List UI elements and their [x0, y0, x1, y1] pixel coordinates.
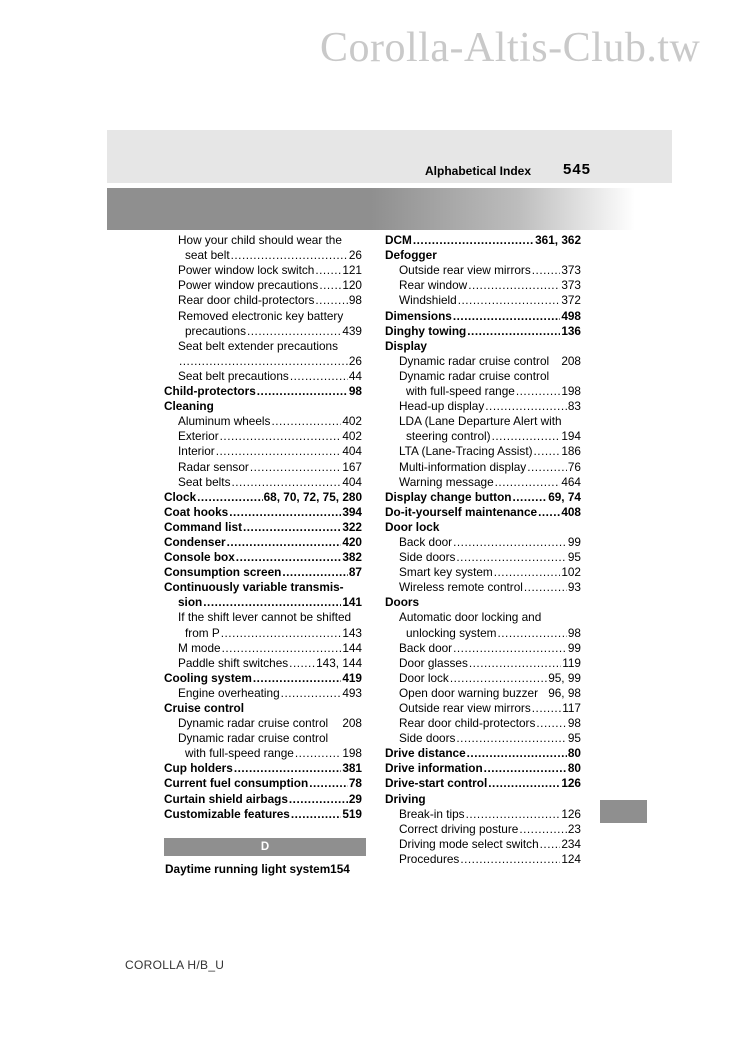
index-entry [385, 535, 581, 550]
index-entry-page: 394 [342, 504, 362, 519]
index-entry-text: Break-in tips [399, 806, 465, 821]
index-entry [164, 324, 362, 339]
index-entry-text: precautions [185, 323, 246, 338]
leader-dots [468, 278, 560, 293]
leader-dots [453, 309, 560, 324]
index-entry [385, 399, 581, 414]
index-entry-text: Exterior [178, 429, 219, 444]
index-entry-page: 186 [561, 444, 581, 459]
index-entry-page: 23 [567, 821, 581, 836]
index-entry [385, 475, 581, 490]
index-entry-text: DCM [385, 233, 412, 248]
index-entry-text: Driving mode select switch [399, 836, 539, 851]
index-entry-text: Door lock [385, 519, 440, 534]
index-entry-text: Power window precautions [178, 278, 319, 293]
index-entry-page: 208 [561, 353, 581, 368]
index-entry [385, 263, 581, 278]
index-entry-page: 117 [562, 701, 581, 715]
index-entry [164, 490, 362, 505]
leader-dots [516, 384, 560, 399]
index-entry-text: Dinghy towing [385, 323, 467, 338]
index-entry [385, 354, 581, 369]
index-entry-page: 194 [561, 429, 581, 444]
index-entry [164, 263, 362, 278]
index-entry-page: 439 [342, 323, 362, 338]
index-entry [164, 248, 362, 263]
index-entry-page: 373 [561, 263, 581, 278]
leader-dots [458, 293, 561, 308]
index-entry [385, 822, 581, 837]
leader-dots [231, 475, 341, 490]
leader-dots [231, 248, 348, 263]
index-entry-page: 234 [561, 836, 581, 851]
index-entry-page: 26 [348, 353, 362, 368]
leader-dots [282, 565, 348, 580]
index-entry [164, 716, 362, 731]
index-entry-text: Dimensions [385, 308, 452, 323]
leader-dots [179, 354, 348, 369]
index-entry [164, 776, 362, 791]
index-entry-page: 198 [342, 746, 362, 761]
leader-dots [538, 505, 560, 520]
leader-dots [495, 475, 561, 490]
leader-dots [247, 324, 341, 339]
index-entry-page: 99 [567, 640, 581, 655]
index-entry-text: How your child should wear the [178, 233, 342, 248]
leader-dots [466, 807, 561, 822]
leader-dots [315, 263, 341, 278]
index-entry-text: Power window lock switch [178, 263, 315, 278]
index-entry-page: 198 [561, 384, 581, 399]
leader-dots [453, 641, 567, 656]
index-entry-text: Consumption screen [164, 565, 282, 580]
leader-dots [291, 807, 341, 822]
index-entry-text: Wireless remote control [399, 580, 523, 595]
index-entry-page: 143 [342, 625, 362, 640]
leader-dots [309, 776, 348, 791]
leader-dots [236, 550, 342, 565]
index-entry-text: Coat hooks [164, 504, 229, 519]
index-entry-text: Outside rear view mirrors [399, 701, 531, 715]
index-entry [164, 701, 362, 716]
index-entry-text: unlocking system [406, 625, 497, 640]
index-entry [164, 354, 362, 369]
section-letter-bar: D [164, 838, 366, 856]
leader-dots [319, 278, 341, 293]
index-entry-text: Cleaning [164, 399, 214, 414]
index-entry [164, 761, 362, 776]
index-entry-page: 498 [561, 308, 581, 323]
index-entry [164, 656, 362, 671]
index-entry-text: If the shift lever cannot be shifted [178, 610, 352, 625]
leader-dots [253, 671, 341, 686]
index-entry-text: Customizable features [164, 806, 290, 821]
index-entry-page: 404 [342, 474, 362, 489]
index-entry [164, 595, 362, 610]
index-entry-page: 29 [348, 791, 362, 806]
index-entry-page: 493 [342, 685, 362, 700]
leader-dots [467, 746, 567, 761]
leader-dots [492, 429, 561, 444]
index-entry-text: Cooling system [164, 670, 252, 685]
index-entry-text: Side doors [399, 731, 456, 746]
leader-dots [221, 626, 342, 641]
index-entry [385, 716, 581, 731]
index-entry-page: 143, 144 [316, 655, 362, 670]
leader-dots [281, 686, 342, 701]
index-entry-text: Driving [385, 791, 426, 806]
leader-dots [197, 490, 262, 505]
index-entry-text: Do-it-yourself maintenance [385, 504, 538, 519]
index-entry-page: 26 [348, 248, 362, 263]
index-entry-text: LTA (Lane-Tracing Assist) [399, 444, 533, 459]
index-entry-text: Cup holders [164, 761, 233, 776]
index-entry [164, 414, 362, 429]
index-entry [385, 308, 581, 323]
index-entry [385, 490, 581, 505]
index-entry-text: Smart key system [399, 565, 493, 580]
index-entry [385, 837, 581, 852]
index-entry [164, 746, 362, 761]
index-entry-page: 96, 98 [548, 685, 581, 700]
leader-dots [243, 520, 341, 535]
index-entry-text: M mode [178, 640, 221, 655]
index-entry [385, 550, 581, 565]
watermark-text: Corolla-Altis-Club.tw [320, 25, 701, 71]
leader-dots [540, 837, 561, 852]
index-entry [164, 444, 362, 459]
index-entry-text: Correct driving posture [399, 821, 519, 836]
leader-dots [234, 761, 341, 776]
leader-dots [222, 641, 342, 656]
index-entry-text: Display change button [385, 489, 512, 504]
index-entry [164, 535, 362, 550]
chapter-side-tab [600, 800, 647, 823]
index-entry [164, 459, 362, 474]
index-entry [164, 505, 362, 520]
leader-dots [227, 535, 342, 550]
index-entry-text: from P [185, 625, 220, 640]
index-entry-text: Aluminum wheels [178, 414, 271, 429]
index-entry-page: 93 [567, 580, 581, 595]
index-entry-text: with full-speed range [406, 384, 515, 399]
index-entry-page: 322 [342, 519, 362, 534]
index-entry-page: 404 [342, 444, 362, 459]
leader-dots [532, 701, 561, 716]
index-entry-page: 102 [561, 565, 581, 580]
index-entry [164, 369, 362, 384]
index-entry [385, 233, 581, 248]
index-entry-page: 519 [342, 806, 362, 821]
index-entry [164, 233, 362, 248]
index-entry-text: Open door warning buzzer [399, 685, 539, 700]
index-entry-page: 69, 74 [548, 489, 581, 504]
leader-dots [271, 414, 341, 429]
leader-dots [453, 535, 567, 550]
leader-dots [524, 580, 567, 595]
index-entry-text: Doors [385, 595, 420, 610]
index-entry-text: Rear window [399, 278, 468, 293]
index-entry [385, 807, 581, 822]
leader-dots [289, 656, 315, 671]
leader-dots [456, 731, 566, 746]
index-entry-text: Curtain shield airbags [164, 791, 288, 806]
index-entry [164, 610, 362, 625]
index-entry-text: Dynamic radar cruise control [399, 368, 550, 383]
index-entry-page: 98 [348, 293, 362, 308]
index-entry [164, 339, 362, 354]
leader-dots [532, 263, 561, 278]
index-entry-page: 136 [561, 323, 581, 338]
index-entry-page: 208 [342, 716, 362, 731]
index-entry-page: 120 [342, 278, 362, 293]
index-entry-text: Drive-start control [385, 776, 488, 791]
index-entry [385, 791, 581, 806]
index-entry-text: Current fuel consumption [164, 776, 309, 791]
index-entry-text: Door lock [399, 670, 449, 685]
index-entry [164, 429, 362, 444]
index-entry [385, 746, 581, 761]
index-entry-text: Automatic door locking and [399, 610, 542, 625]
index-entry [164, 686, 362, 701]
index-entry-text: Warning message [399, 474, 494, 489]
index-entry [385, 701, 581, 716]
index-entry [164, 641, 362, 656]
index-entry [164, 565, 362, 580]
index-entry-page: 80 [567, 761, 581, 776]
index-entry-page: 83 [567, 399, 581, 414]
leader-dots [203, 595, 341, 610]
index-entry [164, 399, 362, 414]
index-entry-page: 126 [561, 776, 581, 791]
index-entry [385, 565, 581, 580]
index-entry-text: steering control) [406, 429, 491, 444]
leader-dots [295, 746, 341, 761]
index-entry-text: with full-speed range [185, 746, 294, 761]
index-entry [164, 308, 362, 323]
index-entry-text: Seat belt extender precautions [178, 338, 339, 353]
index-entry-text: seat belt [185, 248, 230, 263]
index-entry-page: 402 [342, 429, 362, 444]
index-entry-text: Side doors [399, 550, 456, 565]
index-entry [164, 625, 362, 640]
index-entry-text: Procedures [399, 851, 460, 866]
leader-dots [488, 776, 560, 791]
index-entry [385, 293, 581, 308]
index-entry-page: 98 [348, 384, 362, 399]
index-entry [385, 686, 581, 701]
index-entry-page: 124 [561, 851, 581, 866]
index-entry-text: Paddle shift switches [178, 655, 289, 670]
leader-dots [519, 822, 567, 837]
index-entry-page: 141 [342, 595, 362, 610]
index-entry-page: 373 [561, 278, 581, 293]
index-entry-text: Head-up display [399, 399, 485, 414]
index-entry-page: 419 [342, 670, 362, 685]
index-entry [385, 761, 581, 776]
index-entry [385, 731, 581, 746]
index-entry-page: 420 [342, 534, 362, 549]
index-entry-text: Radar sensor [178, 459, 249, 474]
index-entry-text: Clock [164, 489, 197, 504]
index-entry-page: 119 [562, 655, 581, 670]
index-entry [164, 520, 362, 535]
index-entry [385, 324, 581, 339]
leader-dots [485, 399, 567, 414]
index-entry-page: 78 [348, 776, 362, 791]
leader-dots [290, 369, 348, 384]
index-entry [164, 475, 362, 490]
index-entry-text: Drive information [385, 761, 483, 776]
index-entry-page: 408 [561, 504, 581, 519]
index-entry [385, 278, 581, 293]
index-entry-page: 95, 99 [548, 670, 581, 685]
index-entry-text: Back door [399, 640, 453, 655]
index-column-left [164, 233, 362, 822]
index-entry [164, 671, 362, 686]
index-entry-text: Dynamic radar cruise control [178, 731, 329, 746]
index-entry-text: LDA (Lane Departure Alert with [399, 414, 562, 429]
index-entry-text: Continuously variable transmis- [164, 580, 344, 595]
leader-dots [229, 505, 341, 520]
index-entry-text: Engine overheating [178, 685, 280, 700]
leader-dots [494, 565, 561, 580]
index-entry-page: 68, 70, 72, 75, 280 [263, 489, 362, 504]
index-entry [385, 459, 581, 474]
index-entry-page: 464 [561, 474, 581, 489]
index-entry-page: 80 [567, 746, 581, 761]
index-entry-text: Display [385, 338, 427, 353]
index-entry-page: 381 [342, 761, 362, 776]
index-entry-text: Rear door child-protectors [178, 293, 315, 308]
index-entry-text: Interior [178, 444, 215, 459]
index-entry [385, 595, 581, 610]
index-entry [164, 807, 362, 822]
index-entry-page: 144 [342, 640, 362, 655]
index-entry-page: 167 [342, 459, 362, 474]
page-title: Alphabetical Index [425, 164, 532, 178]
leader-dots [413, 233, 534, 248]
index-entry [164, 384, 362, 399]
index-entry [164, 293, 362, 308]
index-entry-page: 87 [348, 565, 362, 580]
leader-dots [460, 852, 560, 867]
index-entry-text: Cruise control [164, 701, 244, 715]
index-entry-text: Drive distance [385, 746, 466, 761]
index-entry [385, 656, 581, 671]
index-entry [385, 429, 581, 444]
index-entry-text: Dynamic radar cruise control [399, 353, 550, 368]
page-number: 545 [563, 161, 592, 178]
index-entry-page: 76 [567, 459, 581, 474]
leader-dots [497, 626, 566, 641]
index-entry-text: Removed electronic key battery [178, 308, 344, 323]
index-entry-text: Outside rear view mirrors [399, 263, 531, 278]
index-entry [385, 369, 581, 384]
index-entry [164, 791, 362, 806]
index-entry-text: Windshield [399, 293, 457, 308]
index-entry-page: 98 [567, 625, 581, 640]
index-entry [385, 248, 581, 263]
leader-dots [450, 671, 547, 686]
index-entry [164, 550, 362, 565]
index-entry [385, 852, 581, 867]
index-entry-page: 95 [567, 731, 581, 746]
index-entry-page: 99 [567, 534, 581, 549]
index-entry-text: Seat belt precautions [178, 368, 289, 383]
index-entry [385, 384, 581, 399]
index-entry [164, 580, 362, 595]
index-entry-text: Command list [164, 519, 242, 534]
index-entry-text: Door glasses [399, 655, 468, 670]
leader-dots [289, 792, 348, 807]
index-entry-page: 402 [342, 414, 362, 429]
index-entry-text: Child-protectors [164, 384, 256, 399]
footer-model-code: COROLLA H/B_U [125, 958, 225, 972]
index-entry-daytime: Daytime running light system154 [165, 862, 350, 876]
index-entry-page: 126 [561, 806, 581, 821]
leader-dots [513, 490, 548, 505]
index-entry [385, 580, 581, 595]
leader-dots [534, 444, 561, 459]
index-entry-text: Condenser [164, 534, 226, 549]
index-entry [385, 671, 581, 686]
index-entry-page: 95 [567, 550, 581, 565]
index-entry-page: 44 [348, 368, 362, 383]
leader-dots [527, 460, 567, 475]
index-entry-text: Dynamic radar cruise control [178, 716, 329, 731]
index-entry-text: Defogger [385, 248, 437, 263]
leader-dots [469, 656, 561, 671]
index-entry [385, 505, 581, 520]
index-entry [385, 339, 581, 354]
index-entry [385, 776, 581, 791]
index-entry-page: 382 [342, 550, 362, 565]
index-entry-page: 361, 362 [535, 233, 581, 248]
leader-dots [484, 761, 567, 776]
index-entry-text: Console box [164, 550, 235, 565]
index-entry [385, 414, 581, 429]
index-entry-page: 121 [342, 263, 362, 278]
gradient-band [107, 188, 635, 230]
index-entry-text: Seat belts [178, 474, 231, 489]
index-entry-page: 372 [561, 293, 581, 308]
leader-dots [216, 444, 342, 459]
index-entry [385, 625, 581, 640]
index-entry [385, 610, 581, 625]
index-entry-text: Back door [399, 534, 453, 549]
leader-dots [536, 716, 566, 731]
leader-dots [220, 429, 342, 444]
index-entry [164, 278, 362, 293]
leader-dots [456, 550, 566, 565]
index-entry-page: 98 [567, 716, 581, 731]
index-entry [385, 444, 581, 459]
leader-dots [467, 324, 560, 339]
index-entry-text: Multi-information display [399, 459, 527, 474]
index-entry-text: sion [178, 595, 203, 610]
leader-dots [250, 460, 341, 475]
leader-dots [315, 293, 347, 308]
index-entry-text: Rear door child-protectors [399, 716, 536, 731]
leader-dots [257, 384, 348, 399]
index-entry [164, 731, 362, 746]
index-entry [385, 641, 581, 656]
index-column-right [385, 233, 581, 867]
index-entry [385, 520, 581, 535]
